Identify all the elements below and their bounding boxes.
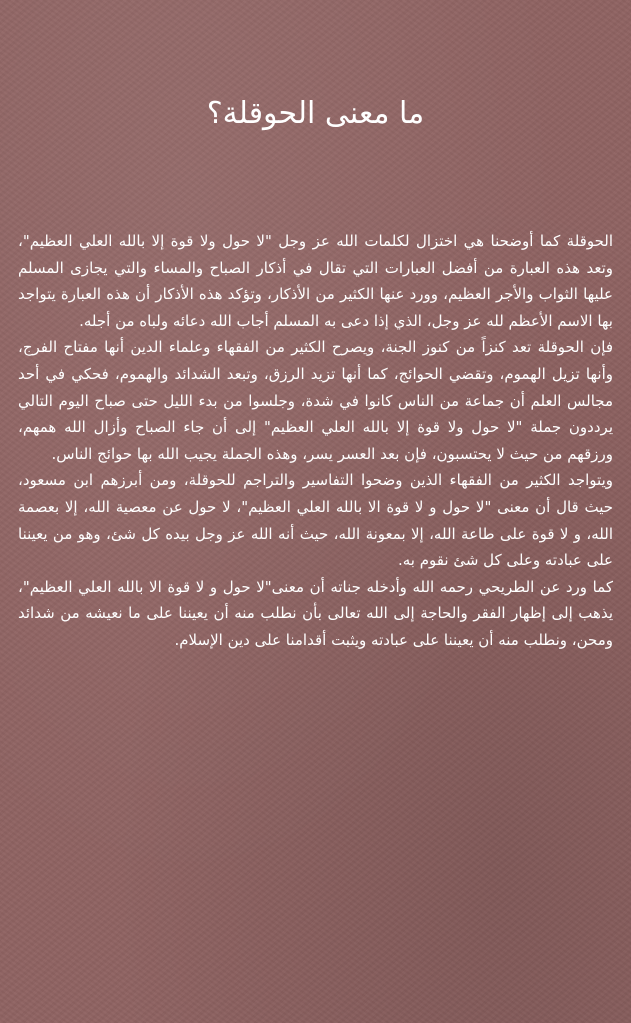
article-body (18, 228, 613, 654)
paragraph-1: الحوقلة كما أوضحنا هي اختزال لكلمات الله عز وجل "لا حول ولا قوة إلا بالله العلي العظيم"، وتعد هذه العبارة من أفضل العبارات التي تقال في أذكار الصباح والمساء والتي يجازى المسلم عليها الثواب والأجر العظيم، وورد عنها الكثير من الأذكار، وتؤكد هذه الأذكار أن هذه العبارة يتواجد بها الاسم الأعظم لله عز وجل، الذي إذا دعى به المسلم أجاب الله دعائه ولباه من أجله. (18, 232, 613, 330)
paragraph-3: ويتواجد الكثير من الفقهاء الذين وضحوا التفاسير والتراجم للحوقلة، ومن أبرزهم ابن مسعود، حيث قال أن معنى "لا حول و لا قوة الا بالله العلي العظيم"، لا حول عن معصية الله، إلا بعصمة الله، و لا قوة على طاعة الله، إلا بمعونة الله، حيث أنه الله عز وجل بيده كل شئ، وهو من يعيننا على عبادته وعلى كل شئ نقوم به. (18, 471, 613, 570)
article-title: ما معنى الحوقلة؟ (206, 96, 425, 131)
paragraph-2: فإن الحوقلة تعد كنزاً من كنوز الجنة، ويصرح الكثير من الفقهاء وعلماء الدين أنها مفتاح الفرج، وأنها تزيل الهموم، وتقضي الحوائج، كما أنها تزيد الرزق، وتبعد الشدائد والهموم، فحكي في أحد مجالس العلم أن جماعة من الناس كانوا في شدة، وجلسوا من بدء الليل حتى صباح اليوم التالي يرددون جملة "لا حول ولا قوة إلا بالله العلي العظيم" إلى أن جاء الصباح وأزال الله همهم، ورزقهم من حيث لا يحتسبون، فإن بعد العسر يسر، وهذه الجملة يجيب الله بها حوائج الناس. (18, 338, 613, 463)
paragraph-4: كما ورد عن الطريحي رحمه الله وأدخله جناته أن معنى"لا حول و لا قوة الا بالله العلي العظيم"، يذهب إلى إظهار الفقر والحاجة إلى الله تعالى بأن نطلب منه أن يعيننا على ما نعيشه من شدائد ومحن، ونطلب منه أن يعيننا على عبادته ويثبت أقدامنا على دين الإسلام. (18, 577, 613, 649)
